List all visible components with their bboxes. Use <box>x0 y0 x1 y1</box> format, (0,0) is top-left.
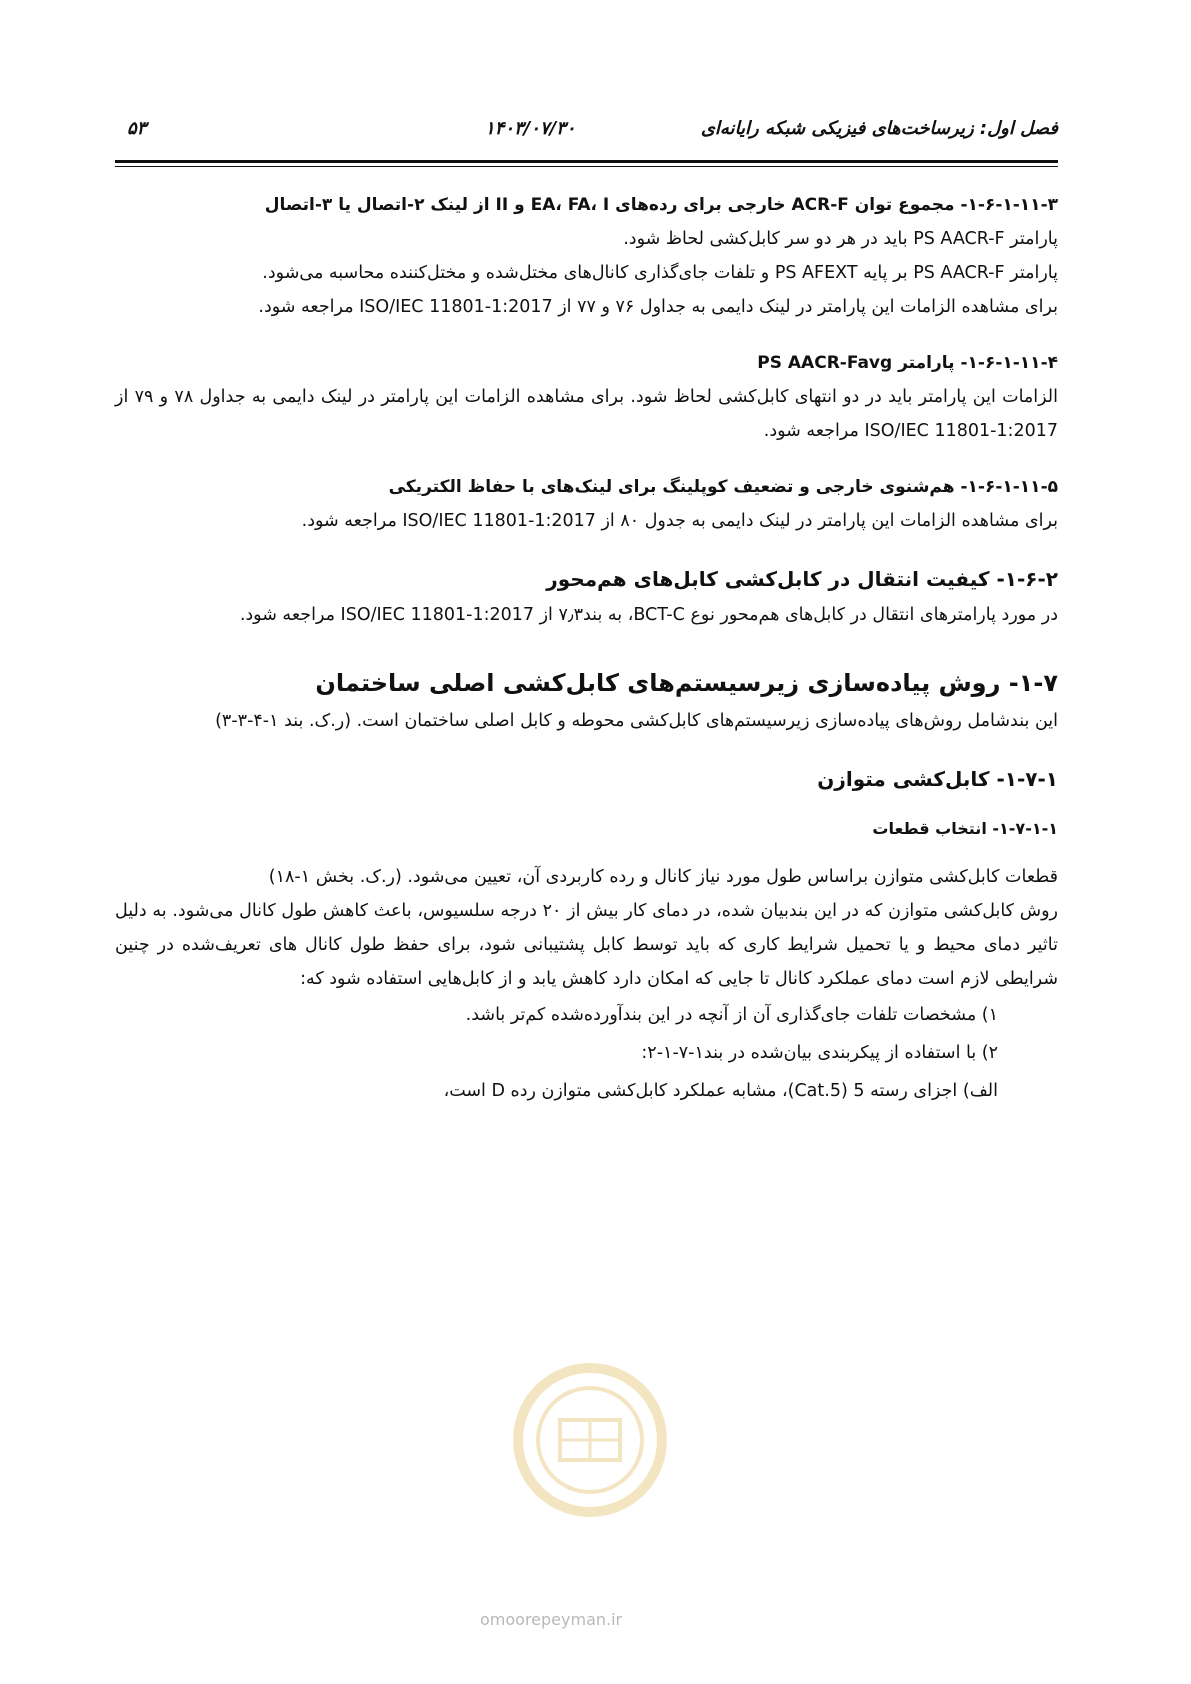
page-number: ۵۳ <box>127 118 147 139</box>
paragraph: در مورد پارامترهای انتقال در کابل‌های هم‌محور نوع BCT-C، به بند۷٫۳ از ISO/IEC 11801-1:2017 مراجعه شود. <box>239 605 1058 625</box>
paragraph: برای مشاهده الزامات این پارامتر در لینک دایمی به جدول ۸۰ از ISO/IEC 11801-1:2017 مراجعه شود. <box>301 511 1058 531</box>
paragraph: این بندشامل روش‌های پیاده‌سازی زیرسیستم‌های کابل‌کشی محوطه و کابل اصلی ساختمان است. (ر.ک. بند ۱-۴-۳-۳) <box>215 711 1058 731</box>
section-heading-1-6-1-11-3: ۱-۶-۱-۱۱-۳- مجموع توان ACR-F خارجی برای رده‌های EA، FA، I و II از لینک ۲-اتصال یا ۳-اتصال <box>264 195 1058 215</box>
paragraph: پارامتر PS AACR-F بر پایه PS AFEXT و تلفات جای‌گذاری کانال‌های مختل‌شده و مختل‌کننده محاسبه می‌شود. <box>262 263 1058 283</box>
header-rule-thin <box>115 166 1058 167</box>
chapter-title: فصل اول: زیرساخت‌های فیزیکی شبکه رایانه‌ای <box>700 118 1058 139</box>
watermark-seal-logo <box>490 1360 690 1520</box>
section-heading-1-6-2: ۱-۶-۲- کیفیت انتقال در کابل‌کشی کابل‌های هم‌محور <box>546 567 1058 591</box>
requirements-list <box>115 996 1058 1110</box>
paragraph: پارامتر PS AACR-F باید در هر دو سر کابل‌کشی لحاظ شود. <box>623 229 1058 249</box>
section-heading-1-6-1-11-4: ۱-۶-۱-۱۱-۴- پارامتر PS AACR-Favg <box>757 353 1058 373</box>
list-item: ۲) با استفاده از پیکربندی بیان‌شده در بند۱-۷-۱-۲: <box>641 1043 998 1063</box>
list-item: ۱) مشخصات تلفات جای‌گذاری آن از آنچه در این بندآورده‌شده کم‌تر باشد. <box>465 1005 998 1025</box>
header-date: ۱۴۰۳/۰۷/۳۰ <box>485 118 576 139</box>
page-header <box>115 118 1058 152</box>
paragraph: روش کابل‌کشی متوازن که در این بندبیان شده، در دمای کار بیش از ۲۰ درجه سلسیوس، باعث کاهش طول کانال می‌شود. به دلیل تاثیر دمای محیط و یا تحمیل شرایط کاری که باید توسط کابل پشتیبانی شود، برای حفظ طول کانال های تعریف‌شده در چنین شرایطی لازم است دمای عملکرد کانال تا جایی که امکان دارد کاهش یابد و از کابل‌هایی استفاده شود که: <box>115 901 1059 989</box>
paragraph: الزامات این پارامتر باید در دو انتهای کابل‌کشی لحاظ شود. برای مشاهده الزامات این پارامتر در لینک دایمی به جداول ۷۸ و ۷۹ از ISO/IEC 11801-1:2017 مراجعه شود. <box>115 387 1058 441</box>
section-heading-1-7-1-1: ۱-۷-۱-۱- انتخاب قطعات <box>872 819 1058 838</box>
paragraph: قطعات کابل‌کشی متوازن براساس طول مورد نیاز کانال و رده کاربردی آن، تعیین می‌شود. (ر.ک. بخش ۱-۱۸) <box>268 867 1058 887</box>
header-rule-thick <box>115 160 1058 163</box>
watermark-site: omoorepeyman.ir <box>480 1610 623 1629</box>
section-heading-1-7: ۱-۷- روش پیاده‌سازی زیرسیستم‌های کابل‌کشی اصلی ساختمان <box>315 669 1058 697</box>
list-item: الف) اجزای رسته 5 (Cat.5)، مشابه عملکرد کابل‌کشی متوازن رده D است، <box>443 1081 998 1101</box>
section-heading-1-7-1: ۱-۷-۱- کابل‌کشی متوازن <box>817 767 1058 791</box>
page-body <box>115 188 1058 1110</box>
section-heading-1-6-1-11-5: ۱-۶-۱-۱۱-۵- هم‌شنوی خارجی و تضعیف کوپلینگ برای لینک‌های با حفاظ الکتریکی <box>388 477 1058 497</box>
paragraph: برای مشاهده الزامات این پارامتر در لینک دایمی به جداول ۷۶ و ۷۷ از ISO/IEC 11801-1:2017 مراجعه شود. <box>258 297 1058 317</box>
